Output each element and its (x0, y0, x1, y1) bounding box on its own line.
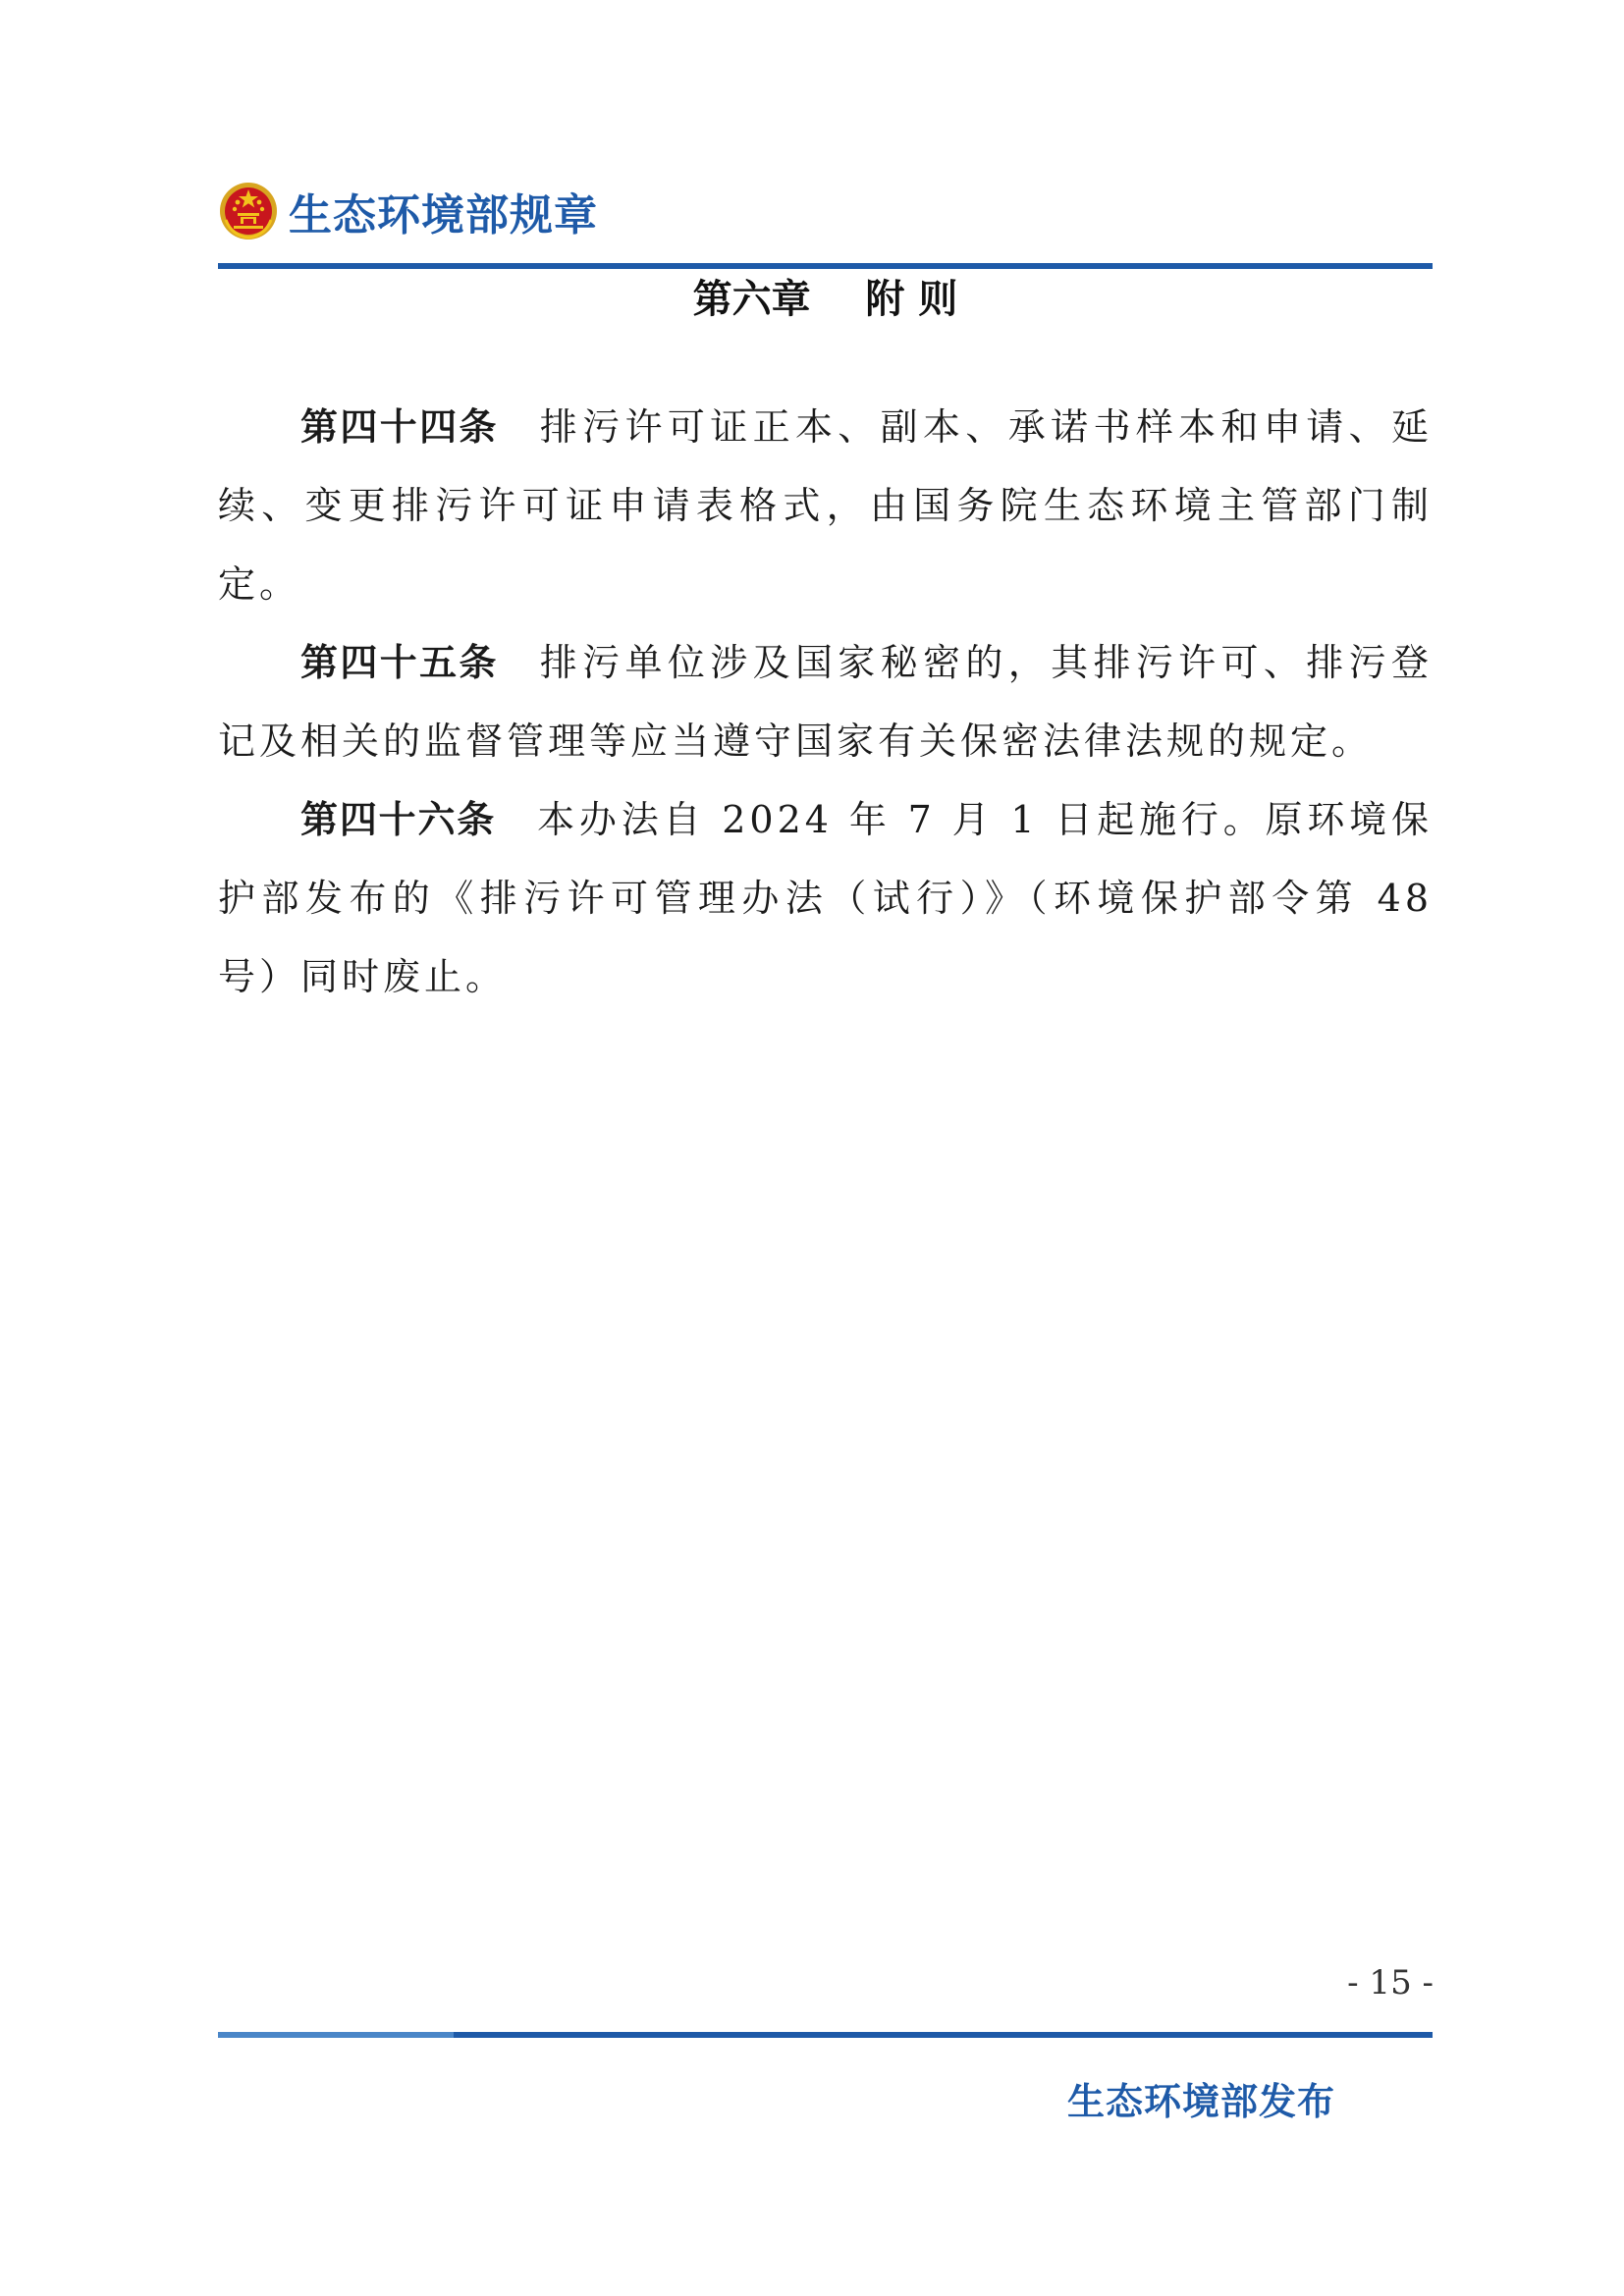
article-text: 本办法自 2024 年 7 月 1 日起施行。原环境保护部发布的《排污许可管理办法（试行）》（环境保护部令第 48 号）同时废止。 (218, 798, 1433, 998)
article-list (218, 388, 1433, 1016)
article-text: 排污许可证正本、副本、承诺书样本和申请、延续、变更排污许可证申请表格式，由国务院生态环境主管部门制定。 (218, 405, 1433, 606)
chapter-name: 附 则 (865, 277, 958, 322)
chapter-title (218, 265, 1433, 334)
national-emblem-icon (218, 181, 279, 241)
chapter-number: 第六章 (692, 277, 811, 322)
header-title: 生态环境部规章 (289, 190, 598, 240)
article-text: 排污单位涉及国家秘密的，其排污许可、排污登记及相关的监督管理等应当遵守国家有关保密法律法规的规定。 (218, 641, 1433, 763)
article-number: 第四十五条 (300, 641, 499, 684)
article-number: 第四十六条 (300, 798, 497, 841)
footer-publisher: 生态环境部发布 (1066, 2080, 1335, 2123)
article-45 (218, 623, 1433, 780)
footer-divider-accent (218, 2032, 454, 2038)
article-number: 第四十四条 (300, 405, 499, 449)
page-header (218, 177, 598, 245)
article-46 (218, 780, 1433, 1016)
page-number: - 15 - (1347, 1963, 1434, 2002)
article-44 (218, 388, 1433, 623)
